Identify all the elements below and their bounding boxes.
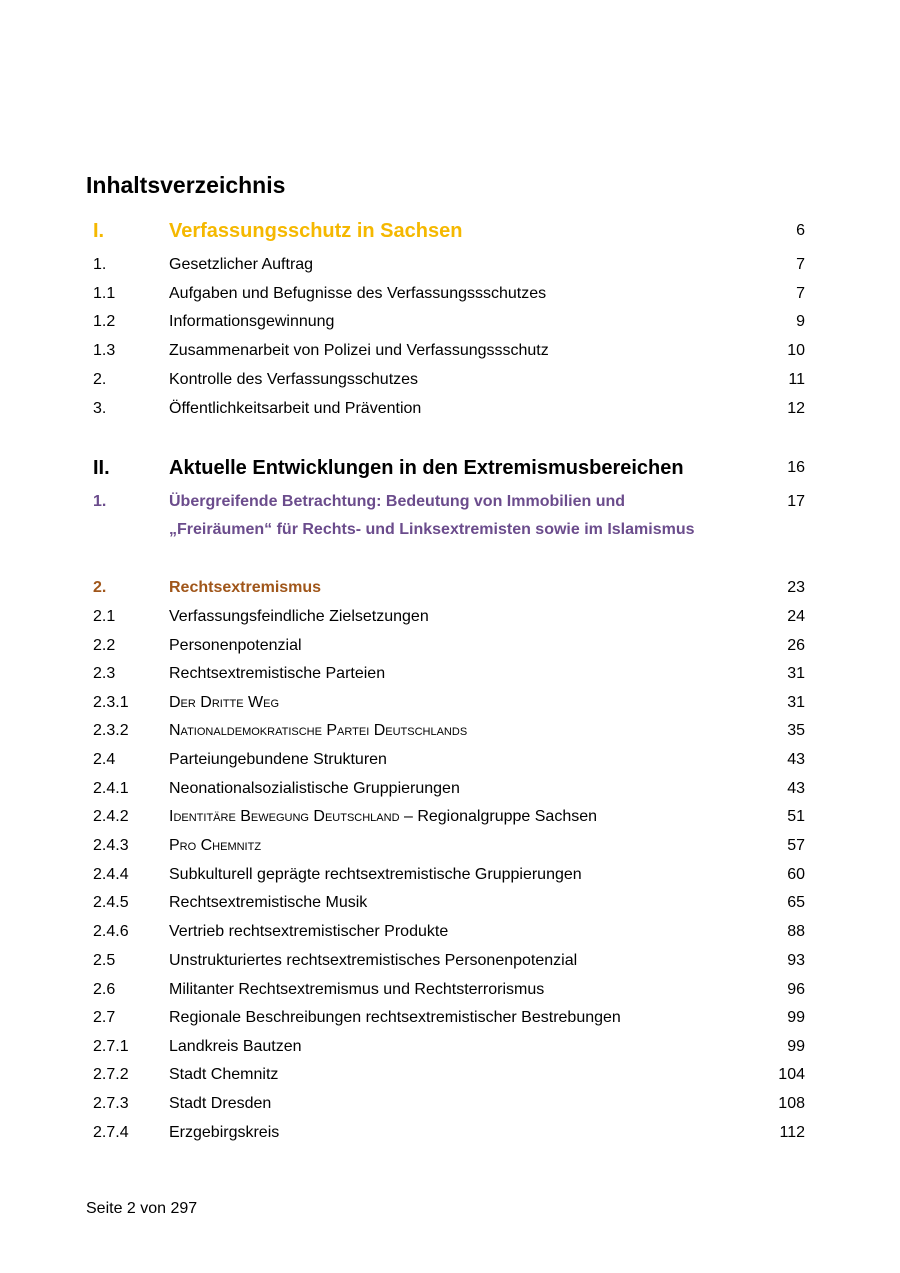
toc-number: 2.7 <box>93 1009 116 1026</box>
toc-title: Zusammenarbeit von Polizei und Verfassungssschutz <box>169 342 549 359</box>
toc-number: 2.4.1 <box>93 780 129 797</box>
toc-page: 7 <box>796 285 805 302</box>
toc-number: 1.1 <box>93 285 116 302</box>
toc-title: Parteiungebundene Strukturen <box>169 751 387 768</box>
toc-page: 16 <box>787 459 805 476</box>
toc-page: 99 <box>787 1038 805 1055</box>
toc-page: 17 <box>787 493 805 510</box>
toc-number: 2.4.6 <box>93 923 129 940</box>
toc-number: 1.2 <box>93 313 116 330</box>
toc-number: 2.4.2 <box>93 808 129 825</box>
toc-title: Öffentlichkeitsarbeit und Prävention <box>169 400 422 417</box>
toc-title: Erzgebirgskreis <box>169 1124 280 1141</box>
toc-title: Vertrieb rechtsextremistischer Produkte <box>169 923 449 940</box>
toc-title: „Freiräumen“ für Rechts- und Linksextremisten sowie im Islamismus <box>169 521 695 538</box>
toc-number: II. <box>93 457 110 479</box>
toc-page: 104 <box>778 1066 805 1083</box>
toc-title: Übergreifende Betrachtung: Bedeutung von Immobilien und <box>169 493 626 510</box>
toc-page: 10 <box>787 342 805 359</box>
toc-title: Informationsgewinnung <box>169 313 335 330</box>
toc-page: 26 <box>787 637 805 654</box>
toc-number: 2.4.5 <box>93 894 129 911</box>
toc-page: 112 <box>779 1124 805 1141</box>
toc-page: 6 <box>796 222 805 239</box>
toc-number: 1. <box>93 256 107 273</box>
toc-page: 43 <box>787 751 805 768</box>
toc-title: Rechtsextremistische Parteien <box>169 665 386 682</box>
toc-page: 65 <box>787 894 805 911</box>
toc-title: Personenpotenzial <box>169 637 302 654</box>
toc-page: 51 <box>787 808 805 825</box>
toc-page: 99 <box>787 1009 805 1026</box>
toc-page: 88 <box>787 923 805 940</box>
toc-number: 3. <box>93 400 107 417</box>
toc-page: 60 <box>787 866 805 883</box>
toc-title <box>169 806 769 828</box>
toc-number: 2. <box>93 579 107 596</box>
toc-number: 2.5 <box>93 952 116 969</box>
toc-number: 2.3.1 <box>93 694 129 711</box>
toc-title: Aktuelle Entwicklungen in den Extremismusbereichen <box>169 457 684 479</box>
toc-number: 2.3.2 <box>93 722 129 739</box>
toc-page: 96 <box>787 981 805 998</box>
toc-page: 9 <box>796 313 805 330</box>
toc-title: Der Dritte Weg <box>169 694 280 711</box>
toc-title-rest: – Regionalgruppe Sachsen <box>399 808 598 825</box>
toc-title: Nationaldemokratische Partei Deutschlands <box>169 722 468 739</box>
toc-page: 35 <box>787 722 805 739</box>
toc-number: 2.7.3 <box>93 1095 129 1112</box>
toc-page: 24 <box>787 608 805 625</box>
toc-title: Aufgaben und Befugnisse des Verfassungssschutzes <box>169 285 547 302</box>
toc-title: Kontrolle des Verfassungsschutzes <box>169 371 419 388</box>
toc-title: Unstrukturiertes rechtsextremistisches Personenpotenzial <box>169 952 578 969</box>
toc-number: 1.3 <box>93 342 116 359</box>
toc-title: Verfassungsfeindliche Zielsetzungen <box>169 608 429 625</box>
toc-title: Gesetzlicher Auftrag <box>169 256 314 273</box>
toc-number: 1. <box>93 493 107 510</box>
toc-number: I. <box>93 220 105 242</box>
toc-title-smallcaps: Identitäre Bewegung Deutschland <box>169 808 400 825</box>
toc-page: 12 <box>787 400 805 417</box>
toc-number: 2.6 <box>93 981 116 998</box>
toc-title: Stadt Chemnitz <box>169 1066 279 1083</box>
toc-title: Verfassungsschutz in Sachsen <box>169 220 463 242</box>
page-footer: Seite 2 von 297 <box>86 1200 198 1217</box>
toc-number: 2.7.1 <box>93 1038 129 1055</box>
toc-number: 2.7.2 <box>93 1066 129 1083</box>
toc-page: 43 <box>787 780 805 797</box>
toc-number: 2.3 <box>93 665 116 682</box>
toc-number: 2.4.4 <box>93 866 129 883</box>
toc-page: 23 <box>787 579 805 596</box>
toc-page: 93 <box>787 952 805 969</box>
toc-title: Regionale Beschreibungen rechtsextremistischer Bestrebungen <box>169 1009 621 1026</box>
toc-title: Stadt Dresden <box>169 1095 272 1112</box>
toc-title: Landkreis Bautzen <box>169 1038 302 1055</box>
toc-number: 2.4.3 <box>93 837 129 854</box>
toc-title: Subkulturell geprägte rechtsextremistische Gruppierungen <box>169 866 582 883</box>
toc-number: 2.1 <box>93 608 116 625</box>
toc-number: 2. <box>93 371 107 388</box>
toc-page: 7 <box>796 256 805 273</box>
toc-number: 2.2 <box>93 637 116 654</box>
toc-title: Neonationalsozialistische Gruppierungen <box>169 780 460 797</box>
toc-page: 108 <box>778 1095 805 1112</box>
toc-number: 2.4 <box>93 751 116 768</box>
toc-page: 11 <box>788 371 805 388</box>
toc-title: Rechtsextremismus <box>169 579 322 596</box>
toc-title: Rechtsextremistische Musik <box>169 894 368 911</box>
toc-number: 2.7.4 <box>93 1124 129 1141</box>
toc-page: 31 <box>787 694 805 711</box>
toc-page: 31 <box>787 665 805 682</box>
toc-title: Pro Chemnitz <box>169 837 262 854</box>
page-title: Inhaltsverzeichnis <box>86 172 286 198</box>
toc-title: Militanter Rechtsextremismus und Rechtsterrorismus <box>169 981 545 998</box>
toc-page: 57 <box>787 837 805 854</box>
